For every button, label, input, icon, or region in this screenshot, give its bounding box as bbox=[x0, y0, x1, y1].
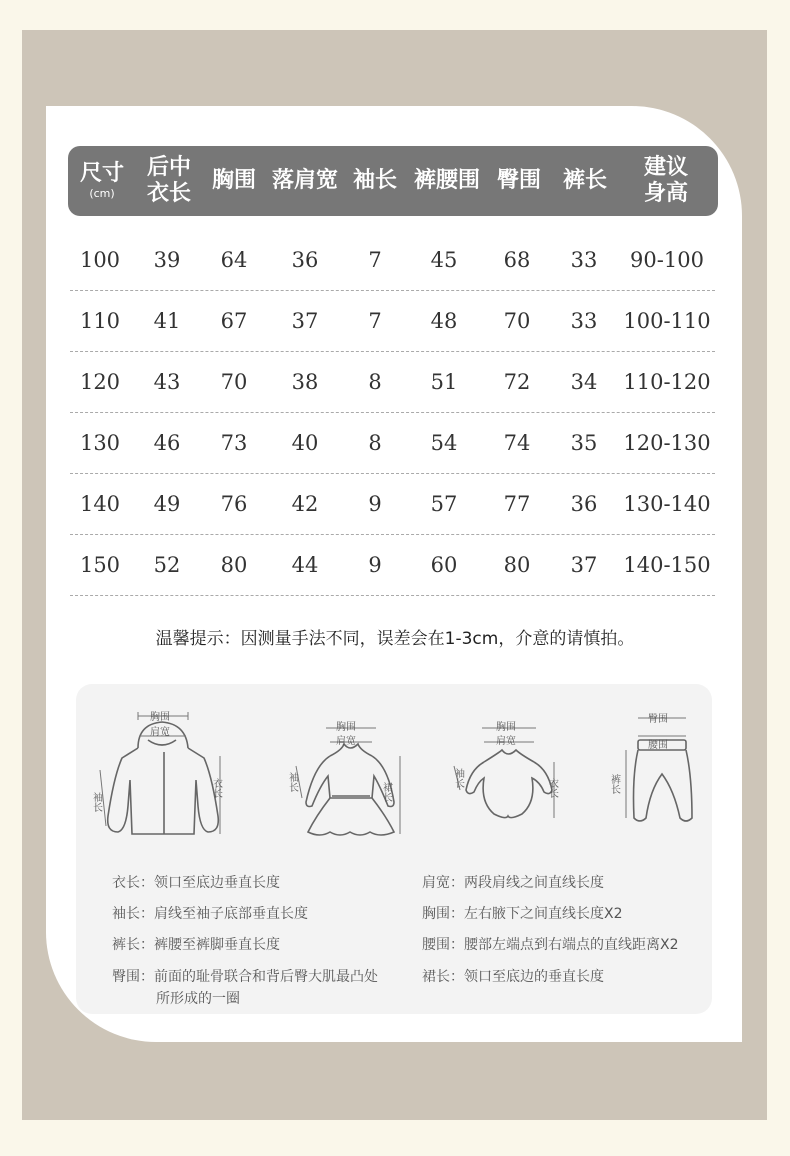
table-cell: 45 bbox=[430, 248, 458, 272]
guide-desc: 两段肩线之间直线长度 bbox=[464, 875, 604, 891]
header-back-length-line2: 衣长 bbox=[146, 181, 191, 206]
header-pants-length-label: 裤长 bbox=[562, 168, 607, 193]
table-cell: 36 bbox=[291, 248, 319, 272]
guide-key: 肩宽： bbox=[422, 875, 464, 891]
table-cell: 39 bbox=[153, 248, 181, 272]
pants-diagram bbox=[604, 706, 704, 836]
table-cell: 44 bbox=[291, 553, 319, 577]
guide-left-4 bbox=[112, 966, 378, 1010]
coat-length-label: 衣长 bbox=[210, 778, 222, 798]
coat-shoulder-label: 肩宽 bbox=[150, 727, 170, 738]
guide-desc: 领口至底边垂直长度 bbox=[154, 875, 280, 891]
table-cell: 70 bbox=[503, 309, 531, 333]
guide-key: 胸围： bbox=[422, 906, 464, 922]
coat-chest-label: 胸围 bbox=[150, 712, 170, 723]
guide-desc: 领口至底边的垂直长度 bbox=[464, 969, 604, 985]
guide-desc: 肩线至袖子底部垂直长度 bbox=[154, 906, 308, 922]
table-cell: 77 bbox=[503, 492, 531, 516]
guide-key: 腰围： bbox=[422, 937, 464, 953]
table-cell: 46 bbox=[153, 431, 181, 455]
guide-desc: 前面的耻骨联合和背后臀大肌最凸处 bbox=[154, 969, 378, 985]
guide-desc: 腰部左端点到右端点的直线距离X2 bbox=[464, 937, 679, 953]
table-cell: 36 bbox=[570, 492, 598, 516]
table-cell: 80 bbox=[503, 553, 531, 577]
table-cell: 51 bbox=[430, 370, 458, 394]
dress-diagram bbox=[286, 706, 416, 846]
table-cell: 74 bbox=[503, 431, 531, 455]
header-height-line2: 身高 bbox=[643, 181, 688, 206]
table-cell: 110-120 bbox=[623, 370, 711, 394]
guide-left-1 bbox=[112, 872, 280, 894]
row-separator bbox=[70, 595, 715, 596]
table-cell: 33 bbox=[570, 309, 598, 333]
romper-length-label: 衣长 bbox=[546, 778, 558, 798]
guide-right-3 bbox=[422, 934, 679, 956]
guide-left-3 bbox=[112, 934, 280, 956]
table-cell: 67 bbox=[220, 309, 248, 333]
table-cell: 130 bbox=[79, 431, 121, 455]
table-cell: 8 bbox=[368, 431, 382, 455]
romper-shoulder-label: 肩宽 bbox=[496, 736, 516, 747]
table-row bbox=[70, 291, 715, 351]
guide-key: 裤长： bbox=[112, 937, 154, 953]
table-row bbox=[70, 352, 715, 412]
table-cell: 35 bbox=[570, 431, 598, 455]
table-cell: 9 bbox=[368, 492, 382, 516]
table-cell: 57 bbox=[430, 492, 458, 516]
table-row bbox=[70, 230, 715, 290]
table-cell: 48 bbox=[430, 309, 458, 333]
dress-length-label: 裙长 bbox=[380, 782, 392, 802]
table-cell: 120-130 bbox=[623, 431, 711, 455]
table-cell: 40 bbox=[291, 431, 319, 455]
table-cell: 90-100 bbox=[630, 248, 704, 272]
dress-shoulder-label: 肩宽 bbox=[336, 736, 356, 747]
dress-sleeve-label: 袖长 bbox=[286, 772, 298, 792]
table-cell: 8 bbox=[368, 370, 382, 394]
table-cell: 37 bbox=[570, 553, 598, 577]
table-header bbox=[68, 146, 718, 216]
header-chest-label: 胸围 bbox=[211, 168, 256, 193]
table-cell: 72 bbox=[503, 370, 531, 394]
table-cell: 64 bbox=[220, 248, 248, 272]
measurement-note: 温馨提示：因测量手法不同，误差会在1-3cm，介意的请慎拍。 bbox=[155, 629, 635, 649]
header-size-unit: (cm) bbox=[89, 187, 115, 200]
header-size-label: 尺寸 bbox=[79, 161, 124, 186]
table-row bbox=[70, 535, 715, 595]
table-cell: 140-150 bbox=[623, 553, 711, 577]
table-cell: 34 bbox=[570, 370, 598, 394]
table-cell: 49 bbox=[153, 492, 181, 516]
header-sleeve bbox=[346, 146, 404, 216]
table-cell: 52 bbox=[153, 553, 181, 577]
guide-right-1 bbox=[422, 872, 604, 894]
table-row bbox=[70, 474, 715, 534]
table-cell: 42 bbox=[291, 492, 319, 516]
guide-desc: 裤腰至裤脚垂直长度 bbox=[154, 937, 280, 953]
table-cell: 41 bbox=[153, 309, 181, 333]
header-chest bbox=[204, 146, 264, 216]
romper-diagram bbox=[444, 706, 574, 836]
table-cell: 60 bbox=[430, 553, 458, 577]
coat-sleeve-label: 袖长 bbox=[90, 792, 102, 812]
header-size bbox=[68, 146, 136, 216]
romper-sleeve-label: 袖长 bbox=[452, 768, 464, 788]
table-cell: 37 bbox=[291, 309, 319, 333]
table-cell: 140 bbox=[79, 492, 121, 516]
guide-left-2 bbox=[112, 903, 308, 925]
table-cell: 7 bbox=[368, 248, 382, 272]
table-cell: 9 bbox=[368, 553, 382, 577]
guide-key: 臀围： bbox=[112, 969, 154, 985]
header-sleeve-label: 袖长 bbox=[352, 168, 397, 193]
table-cell: 43 bbox=[153, 370, 181, 394]
table-cell: 38 bbox=[291, 370, 319, 394]
table-cell: 100 bbox=[79, 248, 121, 272]
guide-right-2 bbox=[422, 903, 623, 925]
header-pants-length bbox=[552, 146, 618, 216]
header-hip bbox=[490, 146, 548, 216]
table-cell: 7 bbox=[368, 309, 382, 333]
romper-chest-label: 胸围 bbox=[496, 722, 516, 733]
guide-right-4 bbox=[422, 966, 604, 988]
guide-desc: 左右腋下之间直线长度X2 bbox=[464, 906, 623, 922]
table-cell: 110 bbox=[79, 309, 121, 333]
coat-diagram bbox=[92, 706, 232, 846]
table-cell: 120 bbox=[79, 370, 121, 394]
header-pants-waist bbox=[404, 146, 490, 216]
pants-length-label: 裤长 bbox=[608, 774, 620, 794]
guide-key: 袖长： bbox=[112, 906, 154, 922]
table-cell: 76 bbox=[220, 492, 248, 516]
table-cell: 33 bbox=[570, 248, 598, 272]
guide-desc-cont: 所形成的一圈 bbox=[156, 991, 240, 1007]
table-cell: 54 bbox=[430, 431, 458, 455]
header-pants-waist-label: 裤腰围 bbox=[413, 168, 480, 193]
header-back-length-line1: 后中 bbox=[146, 155, 191, 180]
header-height bbox=[634, 146, 698, 216]
header-back-length bbox=[134, 146, 204, 216]
table-row bbox=[70, 413, 715, 473]
table-cell: 80 bbox=[220, 553, 248, 577]
table-cell: 68 bbox=[503, 248, 531, 272]
guide-key: 裙长： bbox=[422, 969, 464, 985]
guide-key: 衣长： bbox=[112, 875, 154, 891]
table-cell: 130-140 bbox=[623, 492, 711, 516]
pants-waist-label: 腰围 bbox=[648, 740, 668, 751]
pants-hip-label: 臀围 bbox=[648, 714, 668, 725]
header-shoulder-label: 落肩宽 bbox=[271, 168, 338, 193]
table-cell: 70 bbox=[220, 370, 248, 394]
header-shoulder bbox=[264, 146, 346, 216]
header-hip-label: 臀围 bbox=[496, 168, 541, 193]
table-cell: 100-110 bbox=[623, 309, 711, 333]
dress-chest-label: 胸围 bbox=[336, 722, 356, 733]
table-cell: 73 bbox=[220, 431, 248, 455]
header-height-line1: 建议 bbox=[643, 155, 688, 180]
table-cell: 150 bbox=[79, 553, 121, 577]
